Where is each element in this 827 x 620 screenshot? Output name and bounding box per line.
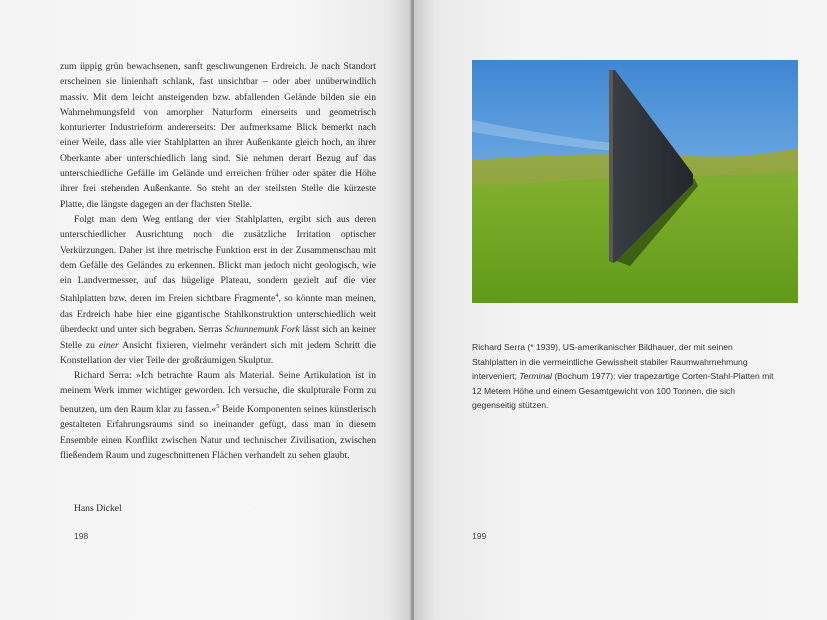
italic-text: einer (99, 339, 119, 351)
text-run: , so könnte man meinen, das Erdreich habe hier eine gigantische Stahlkonstruktion unterschiedlich weit überdeckt und unter sich begraben. Serras (60, 293, 376, 336)
italic-text: Terminal (519, 371, 552, 382)
page-number-right: 199 (472, 531, 487, 541)
body-paragraph (60, 212, 376, 368)
text-run: Ansicht fixieren, vielmehr verändert sich mit jedem Schritt die Konstellation der vier Teile der großräumigen Skulptur. (60, 339, 376, 366)
text-run: Folgt man dem Weg entlang der vier Stahlplatten, ergibt sich aus deren unterschiedlicher Ausrichtung noch die zusätzliche Irritation optischer Verkürzungen. Daher ist ihre metrische Funktion erst in der Zusammenschau mit dem Gefälle des Geländes zu erkennen. Blickt man jedoch nicht geologisch, wie ein Landvermesser, auf das hügelige Plateau, sondern gezielt auf die vier Stahlplatten bzw. deren im Freien sichtbare Fragmente (60, 213, 376, 305)
photo-steel-edge (609, 70, 613, 262)
page-number-left: 198 (74, 531, 89, 541)
photo-caption (472, 340, 777, 413)
text-run: zum üppig grün bewachsenen, sanft geschwungenen Erdreich. Je nach Standort erscheinen sie linienhaft schlank, fast unsichtbar – oder aber unüberwindlich massiv. Mit dem leicht ansteigenden bzw. abfallenden Gelände bilden sie ein Wahrnehmungsfeld von amorpher Naturform einerseits und geometrisch konturierter Industrieform andererseits: Der aufmerksame Blick bemerkt nach einer Weile, dass alle vier Stahlplatten an ihrer Außenkante gleich hoch, an ihrer Oberkante aber unterschiedlich lang sind. Sie nehmen derart Bezug auf das unterschiedliche Gefälle im Gelände und erreichen früher oder später die Höhe ihrer frei stehenden Außenkante. So steht an der steilsten Stelle die kürzeste Platte, die längste dagegen an der flachsten Stelle. (60, 61, 376, 210)
footnote-marker: 4 (275, 292, 279, 300)
sculpture-photo (472, 60, 798, 303)
body-paragraph (60, 59, 376, 212)
text-run: lässt sich an keiner Stelle zu (60, 324, 376, 351)
left-page (0, 0, 412, 620)
text-run: Richard Serra (* 1939), US-amerikanischer Bildhauer, der mit seinen Stahlplatten in die vermeintliche Gewissheit stabiler Raumwahrnehmung interveniert; (472, 342, 748, 382)
text-run: (Bochum 1977): vier trapezartige Corten-Stahl-Platten mit 12 Metern Höhe und einem Gesamtgewicht von 100 Tonnen, die sich gegenseitig stützen. (472, 371, 774, 411)
caption-paragraph (472, 340, 777, 413)
author-name: Hans Dickel (74, 503, 122, 514)
italic-text: Schunnemunk Fork (225, 324, 300, 336)
body-text (60, 59, 376, 463)
footnote-marker: 5 (216, 402, 220, 410)
text-run: Richard Serra: »Ich betrachte Raum als Material. Seine Artikulation ist in meinem Werk immer wichtiger geworden. Ich versuche, die skulpturale Form zu benutzen, um den Raum klar zu fassen.« (60, 370, 376, 415)
text-run: Beide Komponenten seines künstlerisch gestalteten Erfahrungsraums sind so ineinander gefügt, dass man in diesem Ensemble einen Konflikt zwischen Natur und technischer Zivilisation, zwischen fließendem Raum und zugeschnittenen Flächen verhandelt zu sehen glaubt. (60, 403, 376, 461)
body-paragraph (60, 368, 376, 463)
